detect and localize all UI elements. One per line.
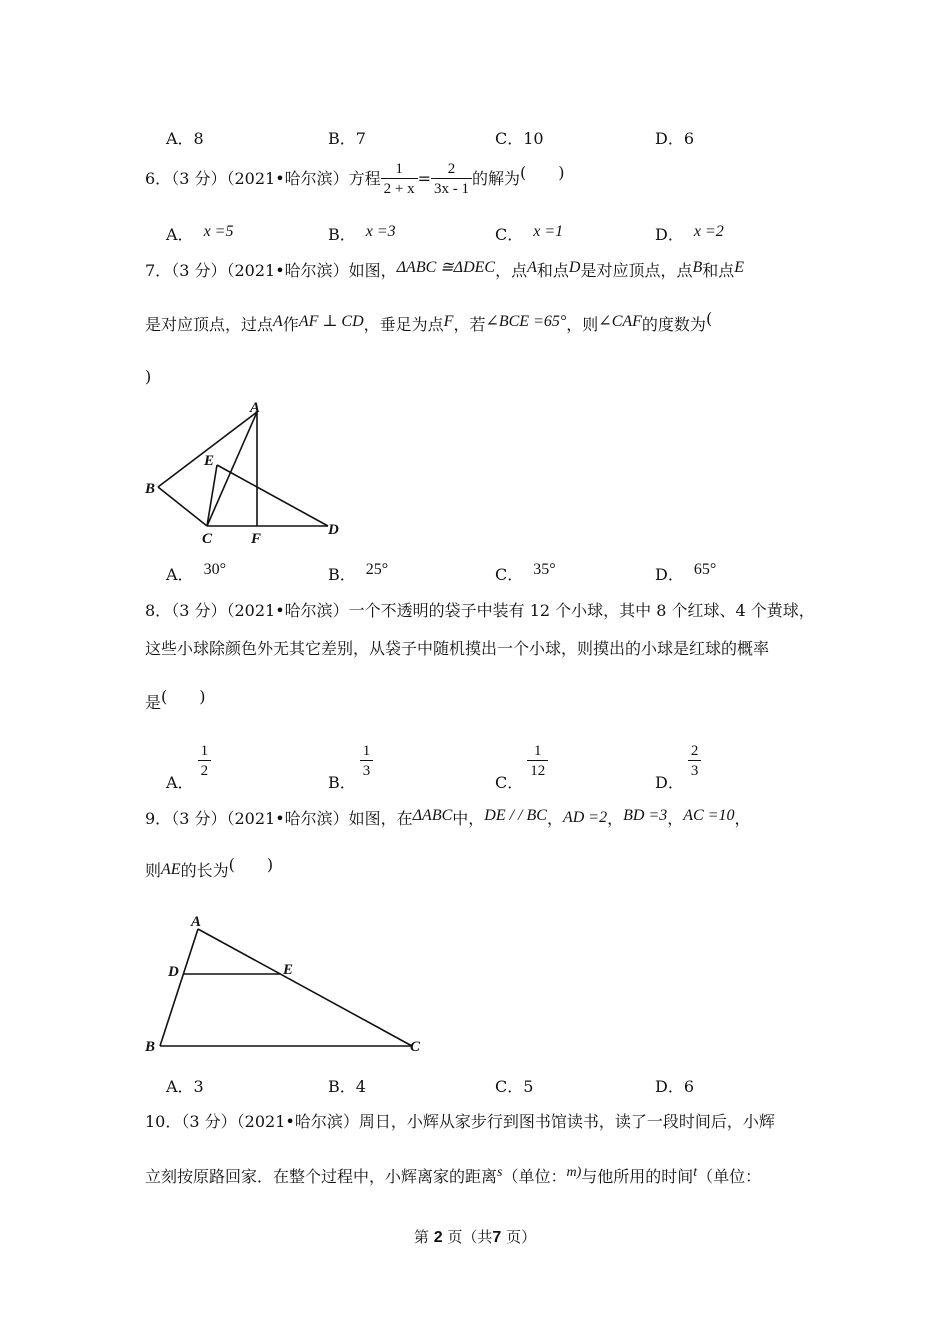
q7-label-b: B (145, 481, 156, 497)
q10-stem-line1: 10．（3 分）（2021•哈尔滨）周日，小辉从家步行到图书馆读书，读了一段时间后，小辉 (145, 1112, 775, 1131)
total-pages: 7 (492, 1229, 502, 1246)
current-page: 2 (433, 1229, 443, 1246)
q9-label-e: E (283, 962, 294, 978)
q7-label-d: D (328, 522, 339, 538)
q8-stem-line1: 8．（3 分）（2021•哈尔滨）一个不透明的袋子中装有 12 个小球，其中 8 个红球、4 个黄球， (145, 601, 815, 620)
q6-answer-paren: ( ) (520, 163, 565, 182)
q7-stem-line2: 是对应顶点，过点A作AF ⊥ CD，垂足为点F，若∠BCE =65°，则∠CAF的度数为( (145, 309, 713, 334)
q10-stem-line2: 立刻按原路回家．在整个过程中，小辉离家的距离s（单位：m)与他所用的时间t（单位： (145, 1165, 762, 1186)
q6-option-a: A． x =5 (166, 223, 234, 244)
q7-label-a: A (250, 400, 261, 416)
q9-label-c: C (410, 1039, 421, 1055)
q9-label-a: A (191, 914, 202, 930)
q7-label-c: C (202, 531, 213, 547)
q7-seg-ab (158, 412, 257, 487)
q7-seg-ac (207, 412, 257, 526)
q7-label-e: E (204, 453, 215, 469)
q8-option-c: C． $\frac{1}{12}$ (495, 742, 548, 781)
q9-stem-line1: 9．（3 分）（2021•哈尔滨）如图，在ΔABC中，DE / / BC，AD =2，BD =3，AC =10， (145, 807, 751, 828)
q8-option-a: A． $\frac{1}{2}$ (166, 742, 211, 781)
q9-seg-ac (198, 929, 412, 1046)
q9-option-b: B．4 (328, 1077, 366, 1096)
q6-stem (145, 160, 565, 199)
q9-seg-ab (160, 929, 198, 1046)
q7-option-a: A． 30° (166, 561, 226, 584)
q9-label-b: B (145, 1039, 156, 1055)
q9-label-d: D (168, 964, 179, 980)
q6-text-before: 方程 (348, 169, 381, 188)
q9-option-a: A．3 (166, 1077, 204, 1096)
q9-stem-line2: 则AE的长为( ) (145, 855, 274, 880)
q8-stem-line2: 这些小球除颜色外无其它差别，从袋子中随机摸出一个小球，则摸出的小球是红球的概率 (145, 639, 770, 658)
q9-option-c: C．5 (495, 1077, 534, 1096)
q7-option-c: C． 35° (495, 561, 556, 584)
q6-option-b: B． x =3 (328, 223, 396, 244)
q9-figure (140, 908, 440, 1058)
q8-option-b: B． $\frac{1}{3}$ (328, 742, 373, 781)
q7-figure (140, 395, 350, 550)
q6-equals: = (417, 169, 432, 188)
q6-text-after: 的解为 (472, 169, 521, 188)
q9-option-d: D．6 (655, 1077, 695, 1096)
q6-number: 6． (145, 169, 172, 188)
q6-option-c: C． x =1 (495, 223, 564, 244)
q7-seg-ce (207, 465, 217, 526)
q7-option-d: D． 65° (655, 561, 717, 584)
q7-seg-bc (158, 487, 207, 526)
q6-source: （2021•哈尔滨） (226, 169, 349, 188)
q5-option-a: A．8 (166, 129, 204, 148)
q7-label-f: F (251, 531, 262, 547)
q5-option-c: C．10 (495, 129, 544, 148)
q7-option-b: B． 25° (328, 561, 389, 584)
q8-option-d: D． $\frac{2}{3}$ (655, 742, 701, 781)
q7-stem-line3: ) (145, 367, 152, 386)
q5-option-d: D．6 (655, 129, 695, 148)
q6-fraction-left: $\frac{1}{2 + x}$ (381, 160, 418, 199)
q8-stem-line3: 是( ) (145, 687, 206, 712)
q5-option-b: B．7 (328, 129, 366, 148)
q7-seg-ed (217, 465, 328, 526)
q6-score: （3 分） (171, 169, 227, 188)
q7-stem-line1: 7．（3 分）（2021•哈尔滨）如图，ΔABC ≅ΔDEC，点A和点D是对应顶点，点B和点E (145, 259, 745, 280)
q6-fraction-right: $\frac{2}{3x - 1}$ (431, 160, 472, 199)
q6-option-d: D． x =2 (655, 223, 724, 244)
page-footer: 第 2 页（共7 页） (413, 1228, 537, 1246)
